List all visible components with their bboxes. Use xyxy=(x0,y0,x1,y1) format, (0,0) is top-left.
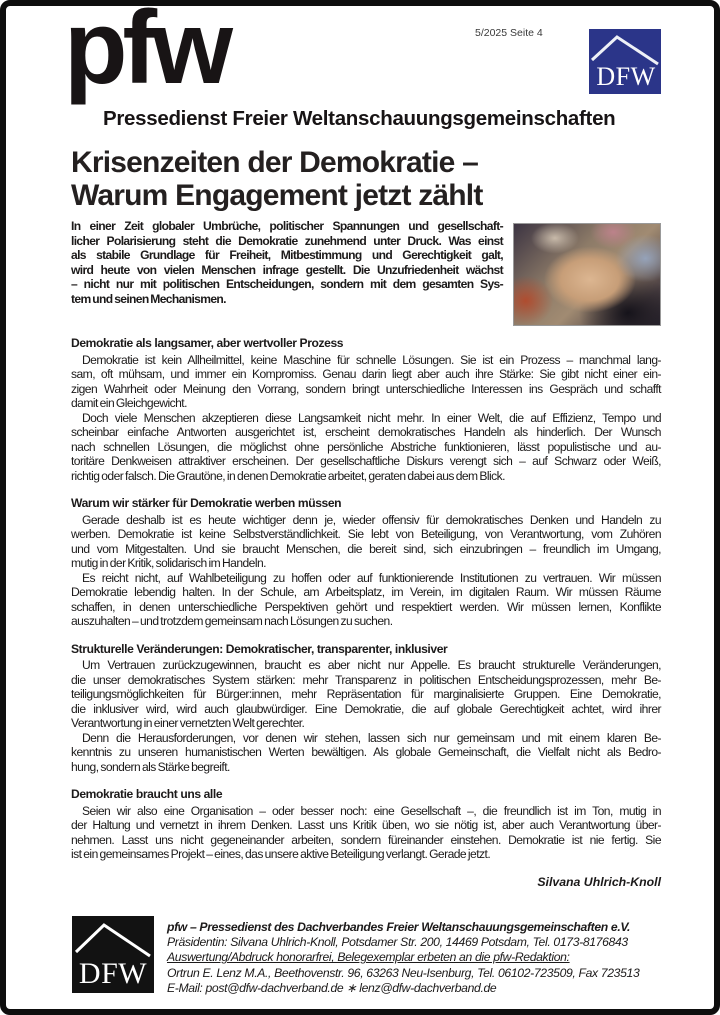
intro-paragraph xyxy=(71,219,503,306)
text-line: – nicht nur mit politischen Entscheidungen, sondern mit dem gesamten Sys- xyxy=(71,277,503,291)
text-line: damit ein Gleichgewicht. xyxy=(71,396,187,410)
text-line: auszuhalten – und trotzdem gemeinsam nach Lösungen zu suchen. xyxy=(71,614,393,628)
text-line: In einer Zeit globaler Umbrüche, politischer Spannungen und gesellschaft- xyxy=(71,219,503,233)
paragraph xyxy=(71,411,661,484)
footer-text xyxy=(167,916,639,997)
footer-line: E-Mail: post@dfw-dachverband.de ∗ lenz@dfw-dachverband.de xyxy=(167,981,497,996)
text-line: wird heute von vielen Menschen infrage gestellt. Die Unzufriedenheit wächst xyxy=(71,262,503,277)
article-body xyxy=(71,336,661,862)
footer xyxy=(72,916,714,997)
text-line: Denn die Herausforderungen, vor denen wir stehen, lassen sich nur gemeinsam und mit einem klaren Be- xyxy=(82,730,661,745)
footer-line: Präsidentin: Silvana Uhlrich-Knoll, Potsdamer Str. 200, 14469 Potsdam, Tel. 0173-8176843 xyxy=(167,934,628,949)
footer-line: Ortrun E. Lenz M.A., Beethovenstr. 96, 63263 Neu-Isenburg, Tel. 06102-723509, Fax 723513 xyxy=(167,965,640,980)
dfw-footer-logo xyxy=(72,916,154,993)
article-section xyxy=(71,642,661,775)
text-line: richtig oder falsch. Die Grautöne, in denen Demokratie arbeitet, geraten dabei aus dem Blick. xyxy=(71,468,505,483)
title-line-1: Krisenzeiten der Demokratie – xyxy=(71,146,478,179)
dfw-logo xyxy=(589,29,661,94)
text-line: tem und seinen Mechanismen. xyxy=(71,291,226,306)
text-line: ist ein gemeinsames Projekt – eines, das unsere aktive Beteiligung verlangt. Gerade jetzt. xyxy=(71,847,491,861)
paragraph xyxy=(71,513,661,571)
section-heading: Demokratie braucht uns alle xyxy=(71,787,223,801)
text-line: Es reicht nicht, auf Wahlbeteiligung zu hoffen oder auf funktionierende Institutionen zu vertrauen. Wir müssen xyxy=(82,570,661,585)
section-heading: Demokratie als langsamer, aber wertvoller Prozess xyxy=(71,336,344,350)
text-line: Gerade deshalb ist es heute wichtiger denn je, wieder offensiv für demokratisches Denken und Handeln zu xyxy=(82,512,661,527)
text-line: nehmen. Lasst uns nicht gegeneinander arbeiten, sondern füreinander einstehen. Demokratie ist nie fertig. Sie xyxy=(71,832,661,847)
text-line: zigen Wahrheit oder Meinung den Vorrang, sondern bringt unterschiedliche Interessen ins Gespräch und schafft xyxy=(71,381,661,396)
text-line: Demokratie lebendig halten. In der Schule, am Arbeitsplatz, im Verein, im digitalen Raum. Wir müssen Räume xyxy=(71,585,661,599)
page-number: 5/2025 Seite 4 xyxy=(475,27,543,39)
text-line: sam, oft mühsam, und immer ein Kompromiss. Genau darin liegt aber auch ihre Stärke: Sie gibt nicht einer ein- xyxy=(71,367,661,381)
dfw-logo-text: DFW xyxy=(596,62,656,91)
article-section xyxy=(71,496,661,629)
text-line: Demokratie ist kein Allheilmittel, keine Maschine für schnelle Lösungen. Sie ist ein Prozess – manchmal lang- xyxy=(82,352,661,367)
masthead xyxy=(6,0,714,140)
text-line: hung, sondern als Stärke begreift. xyxy=(71,759,230,774)
text-line: der Haltung und vernetzt in ihrem Denken. Lasst uns Kritik üben, wo sie nötig ist, aber auch Verantwortung über- xyxy=(71,818,661,832)
text-line: kenntnis zu unseren humanistischen Werten bewältigen. Als globale Gemeinschaft, die Vielfalt nicht als Bedro- xyxy=(71,745,661,759)
paragraph xyxy=(71,804,661,862)
paragraph xyxy=(71,571,661,629)
text-line: Verantwortung in einer vernetzten Welt gerechter. xyxy=(71,716,305,730)
text-line: Seien wir also eine Organisation – oder besser noch: eine Gesellschaft –, die freundlich ist im Ton, mutig in xyxy=(82,803,661,818)
text-line: die unser demokratisches System stärken: mehr Transparenz in politischen Entscheidungsprozessen, mehr Be- xyxy=(71,672,661,687)
text-line: werben. Demokratie ist keine Selbstverständlichkeit. Sie lebt von Beteiligung, von Verantwortung, vom Zuhören xyxy=(71,527,661,541)
article-title xyxy=(71,146,661,212)
article-section xyxy=(71,787,661,862)
text-line: als stabile Grundlage für Freiheit, Mitbestimmung und Gerechtigkeit galt, xyxy=(71,248,503,262)
text-line: die inklusiver wird, wird auch glaubwürdiger. Eine Demokratie, die auf globale Gerechtigkeit achtet, wird ihrer xyxy=(71,701,661,716)
text-line: Um Vertrauen zurückzugewinnen, braucht es aber nicht nur Appelle. Es braucht strukturelle Veränderungen, xyxy=(82,658,661,672)
footer-line: pfw – Pressedienst des Dachverbandes Freier Weltanschauungsgemeinschaften e.V. xyxy=(167,919,631,934)
text-line: Doch viele Menschen akzeptieren diese Langsamkeit nicht mehr. In einer Welt, die auf Effizienz, Tempo und xyxy=(82,410,661,425)
hands-stacked-photo xyxy=(513,223,661,326)
article xyxy=(71,146,661,889)
paragraph xyxy=(71,353,661,411)
text-line: und vom Mitgestalten. Und sie braucht Menschen, die bereit sind, sich einzubringen – freundlich im Umgang, xyxy=(71,541,661,556)
text-line: toritäre Denkweisen attraktiver erscheinen. Der gesellschaftliche Diskurs verengt sich – auf Schwarz oder Weiß, xyxy=(71,454,661,468)
text-line: teiligungsmöglichkeiten für Bürger:innen, mehr Repräsentation für marginalisierte Gruppen. Eine Demokratie, xyxy=(71,687,661,701)
text-line: licher Polarisierung steht die Demokratie zunehmend unter Druck. Was einst xyxy=(71,233,503,248)
intro-row xyxy=(71,219,661,326)
paragraph xyxy=(71,731,661,775)
article-section xyxy=(71,336,661,483)
paragraph xyxy=(71,658,661,731)
text-line: nach schnellen Lösungen, die möglichst ohne persönliche Abstriche funktionieren, lässt populistische und au- xyxy=(71,439,661,454)
dfw-footer-logo-text: DFW xyxy=(78,956,148,990)
masthead-subtitle: Pressedienst Freier Weltanschauungsgemeinschaften xyxy=(103,107,616,130)
section-heading: Warum wir stärker für Demokratie werben müssen xyxy=(71,496,342,510)
title-line-2: Warum Engagement jetzt zählt xyxy=(71,179,483,212)
footer-line: Auswertung/Abdruck honorarfrei, Belegexemplar erbeten an die pfw-Redaktion: xyxy=(167,950,570,965)
section-heading: Strukturelle Veränderungen: Demokratischer, transparenter, inklusiver xyxy=(71,641,448,656)
pfw-logo: pfw xyxy=(64,0,229,106)
text-line: scheinbar einfache Antworten ausgerichtet ist, erscheint demokratisches Handeln als hinderlich. Der Wunsch xyxy=(71,425,661,439)
byline: Silvana Uhlrich-Knoll xyxy=(537,874,661,889)
text-line: schaffen, in denen unterschiedliche Perspektiven gehört und respektiert werden. Wir müssen lernen, Konflikte xyxy=(71,599,661,614)
text-line: mutig in der Kritik, solidarisch im Handeln. xyxy=(71,556,266,570)
